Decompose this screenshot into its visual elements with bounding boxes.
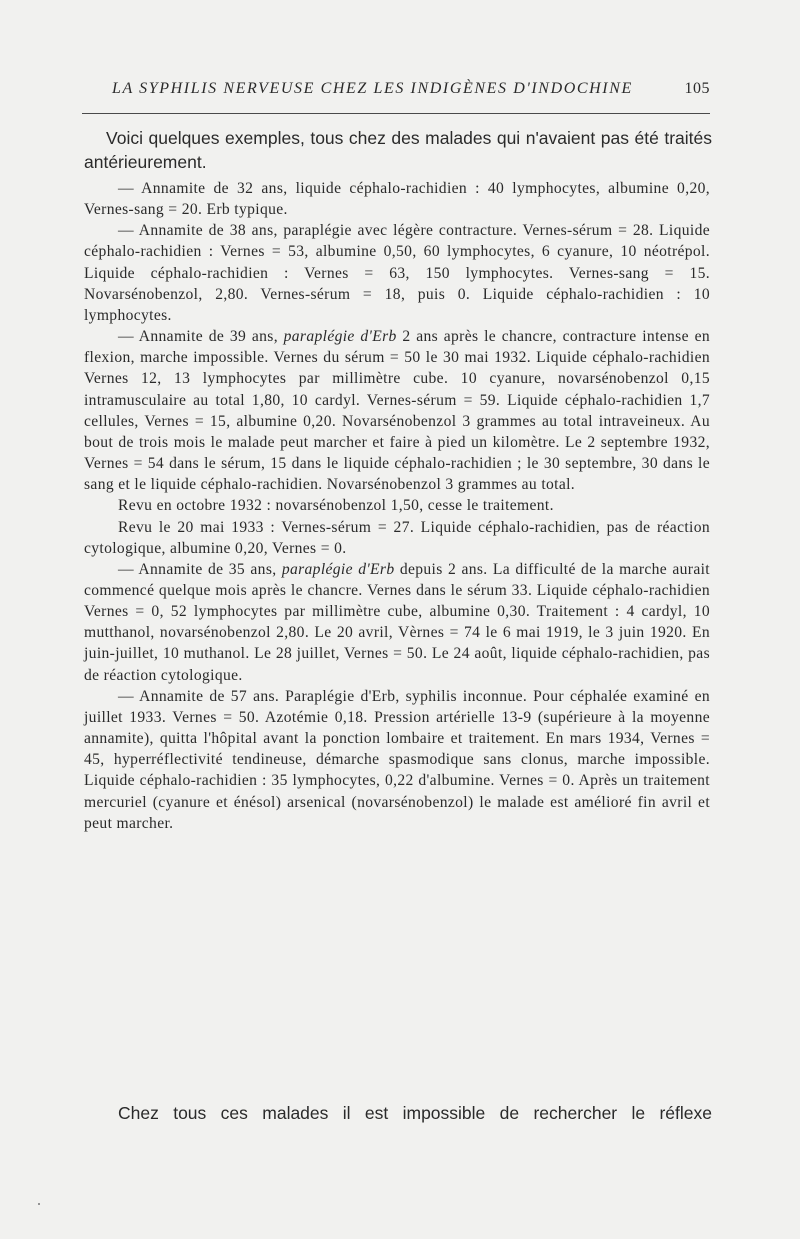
case-paragraph xyxy=(84,517,710,559)
case-paragraph xyxy=(84,326,710,495)
header-rule xyxy=(82,113,710,114)
running-head xyxy=(112,80,710,106)
case-paragraph xyxy=(84,495,710,516)
case-text: — Annamite de 32 ans, liquide céphalo-rachidien : 40 lymphocytes, albumine 0,20, Vernes-sang = 20. Erb typique. xyxy=(84,180,710,219)
case-paragraph xyxy=(84,559,710,686)
case-emphasis: paraplégie d'Erb xyxy=(283,328,397,346)
case-text: Revu en octobre 1932 : novarsénobenzol 1,50, cesse le traitement. xyxy=(118,497,554,515)
page-number: 105 xyxy=(684,80,710,97)
case-text-continued: depuis 2 ans. La difficulté de la marche aurait commencé quelque mois après le chancre. Vernes dans le sérum 33. Liquide céphalo-rachidien Vernes = 0, 52 lymphocytes par millimètre cube, albumine 0,30. Traitement : 4 cardyl, 10 mutthanol, novarsénobenzol 2,80. Le 20 avril, Vèrnes = 74 le 6 mai 1919, le 3 juin 1920. En juin-juillet, 10 muthanol. Le 28 juillet, Vernes = 50. Le 24 août, liquide céphalo-rachidien, pas de réaction cytologique. xyxy=(84,560,710,684)
case-text: — Annamite de 35 ans, xyxy=(118,560,282,578)
closing-line: Chez tous ces malades il est impossible de rechercher le réflexe xyxy=(118,1103,712,1123)
paper-speck xyxy=(38,1203,40,1205)
case-text-continued: 2 ans après le chancre, contracture intense en flexion, marche impossible. Vernes du sérum = 50 le 30 mai 1932. Liquide céphalo-rachidien Vernes 12, 13 lymphocytes par millimètre cube. 10 cyanure, novarsénobenzol 0,15 intramusculaire au total 1,80, 10 cardyl. Vernes-sérum = 59. Liquide céphalo-rachidien 1,7 cellules, Vernes = 15, albumine 0,20. Novarsénobenzol 3 grammes au total intraveineux. Au bout de trois mois le malade peut marcher et faire à pied un kilomètre. Le 2 septembre 1932, Vernes = 54 dans le sérum, 15 dans le liquide céphalo-rachidien ; le 30 septembre, 30 dans le sang et le liquide céphalo-rachidien. Novarsénobenzol 3 grammes au total. xyxy=(84,328,710,494)
case-list xyxy=(84,178,710,834)
intro-paragraph: Voici quelques exemples, tous chez des malades qui n'avaient pas été traités antérieurement. xyxy=(84,128,712,172)
case-emphasis: paraplégie d'Erb xyxy=(281,560,395,578)
case-text: Revu le 20 mai 1933 : Vernes-sérum = 27. Liquide céphalo-rachidien, pas de réaction cytologique, albumine 0,20, Vernes = 0. xyxy=(84,518,710,557)
case-paragraph xyxy=(84,220,710,326)
case-text: — Annamite de 38 ans, paraplégie avec légère contracture. Vernes-sérum = 28. Liquide céphalo-rachidien : Vernes = 53, albumine 0,50, 60 lymphocytes, 6 cyanure, 10 néotrépol. Liquide céphalo-rachidien : Vernes = 63, 150 lymphocytes. Vernes-sang = 15. Novarsénobenzol, 2,80. Vernes-sérum = 18, puis 0. Liquide céphalo-rachidien : 10 lymphocytes. xyxy=(84,222,710,324)
case-text: — Annamite de 39 ans, xyxy=(118,328,284,346)
case-text: — Annamite de 57 ans. Paraplégie d'Erb, syphilis inconnue. Pour céphalée examiné en juillet 1933. Vernes = 50. Azotémie 0,18. Pression artérielle 13-9 (supérieure à la moyenne annamite), quitta l'hôpital avant la ponction lombaire et traitement. En mars 1934, Vernes = 45, hyperréflectivité tendineuse, démarche spasmodique sans clonus, marche impossible. Liquide céphalo-rachidien : 35 lymphocytes, 0,22 d'albumine. Vernes = 0. Après un traitement mercuriel (cyanure et énésol) arsenical (novarsénobenzol) le malade est amélioré fin avril et peut marcher. xyxy=(84,687,710,832)
running-title: LA SYPHILIS NERVEUSE CHEZ LES INDIGÈNES D'INDOCHINE xyxy=(112,80,633,97)
case-paragraph xyxy=(84,686,710,834)
case-paragraph xyxy=(84,178,710,220)
